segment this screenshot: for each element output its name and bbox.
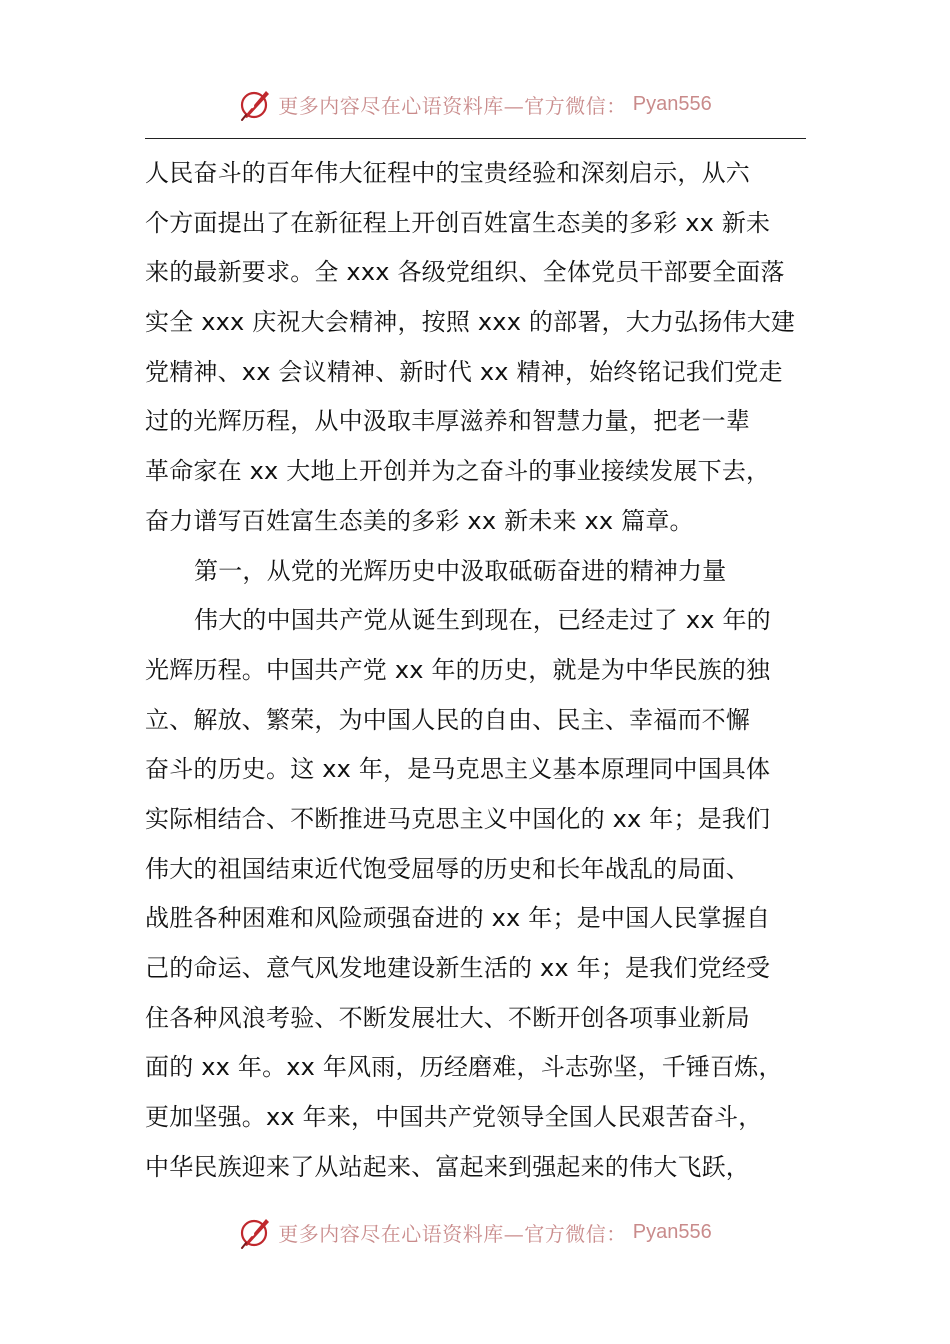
quill-logo-icon [238, 1215, 272, 1249]
text-line: 立、解放、繁荣，为中国人民的自由、民主、幸福而不懈 [145, 705, 750, 734]
text-line: 奋力谱写百姓富生态美的多彩 xx 新未来 xx 篇章。 [145, 506, 694, 535]
text-line: 第一，从党的光辉历史中汲取砥砺奋进的精神力量 [194, 556, 727, 585]
text-line: 伟大的中国共产党从诞生到现在，已经走过了 xx 年的 [194, 606, 771, 635]
text-line: 奋斗的历史。这 xx 年，是马克思主义基本原理同中国具体 [145, 755, 771, 784]
text-line: 实际相结合、不断推进马克思主义中国化的 xx 年；是我们 [145, 804, 771, 833]
watermark-text: 更多内容尽在心语资料库—官方微信： [278, 93, 627, 118]
header-watermark [0, 84, 950, 124]
footer-watermark [0, 1212, 950, 1252]
header-divider [145, 138, 806, 139]
text-line: 更加坚强。xx 年来，中国共产党领导全国人民艰苦奋斗， [145, 1103, 763, 1132]
watermark-text: 更多内容尽在心语资料库—官方微信： [278, 1221, 627, 1246]
text-line: 来的最新要求。全 xxx 各级党组织、全体党员干部要全面落 [145, 258, 785, 287]
text-line: 过的光辉历程，从中汲取丰厚滋养和智慧力量，把老一辈 [145, 407, 750, 436]
document-body [145, 149, 807, 1192]
text-line: 革命家在 xx 大地上开创并为之奋斗的事业接续发展下去， [145, 457, 771, 486]
text-line: 住各种风浪考验、不断发展壮大、不断开创各项事业新局 [145, 1003, 750, 1032]
quill-logo-icon [238, 87, 272, 121]
watermark-handle: Pyan556 [632, 1220, 712, 1243]
text-line: 党精神、xx 会议精神、新时代 xx 精神，始终铭记我们党走 [145, 357, 783, 386]
text-line: 人民奋斗的百年伟大征程中的宝贵经验和深刻启示，从六 [145, 159, 750, 187]
watermark-handle: Pyan556 [632, 92, 712, 115]
text-line: 伟大的祖国结束近代饱受屈辱的历史和长年战乱的局面、 [145, 854, 750, 883]
text-line: 己的命运、意气风发地建设新生活的 xx 年；是我们党经受 [145, 954, 771, 982]
text-line: 实全 xxx 庆祝大会精神，按照 xxx 的部署，大力弘扬伟大建 [145, 308, 796, 337]
text-line: 面的 xx 年。xx 年风雨，历经磨难，斗志弥坚，千锤百炼， [145, 1053, 783, 1082]
text-line: 战胜各种困难和风险顽强奋进的 xx 年；是中国人民掌握自 [145, 904, 771, 933]
text-line: 个方面提出了在新征程上开创百姓富生态美的多彩 xx 新未 [145, 208, 771, 237]
text-line: 中华民族迎来了从站起来、富起来到强起来的伟大飞跃， [145, 1152, 750, 1181]
text-line: 光辉历程。中国共产党 xx 年的历史，就是为中华民族的独 [145, 655, 771, 684]
